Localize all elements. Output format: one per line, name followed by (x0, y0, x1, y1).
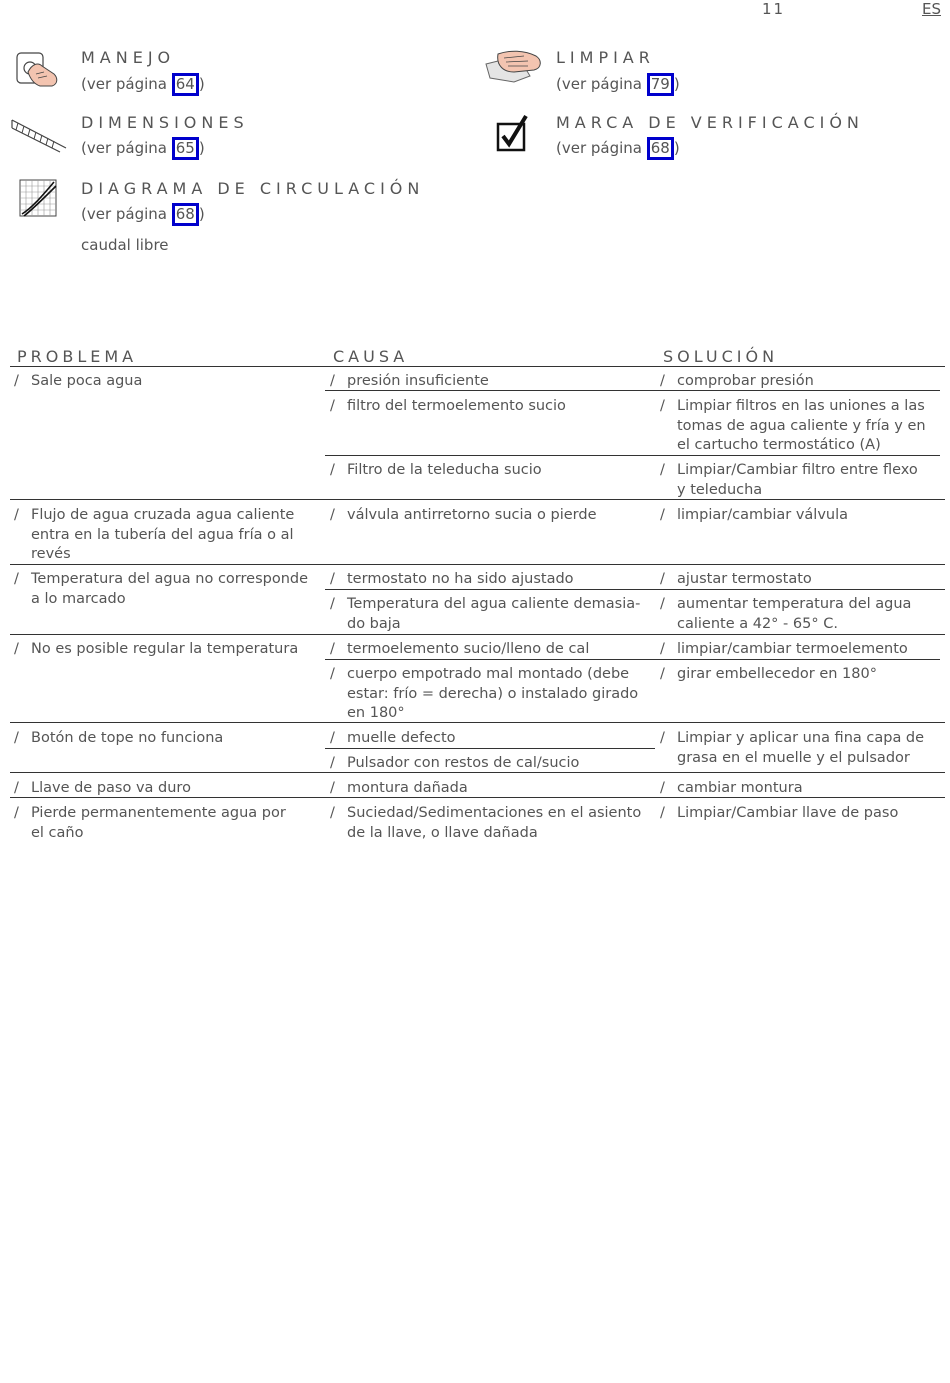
solution-cell: / aumentar temperatura del agua caliente a 42° - 65° C. (660, 596, 912, 632)
ref-sub-limpiar: (ver página 79 ) (556, 73, 680, 96)
header-solucion: SOLUCIÓN (663, 347, 779, 366)
cause-cell: / cuerpo empotrado mal montado (debe estar: frío = derecha) o instalado girado en 180° (330, 666, 639, 721)
checkbox-check-icon (496, 114, 530, 154)
problem-cell: / Pierde permanentemente agua por el caño (14, 805, 286, 841)
solution-cell: / comprobar presión (660, 373, 814, 389)
page-link-64[interactable]: 64 (172, 73, 199, 96)
ref-title-manejo: MANEJO (81, 48, 176, 67)
problem-cell: / No es posible regular la temperatura (14, 641, 299, 657)
solution-cell: / limpiar/cambiar válvula (660, 507, 848, 523)
flow-chart-grid-icon (18, 178, 58, 218)
hand-with-cloth-icon (484, 44, 546, 88)
problem-cell: / Botón de tope no funciona (14, 730, 224, 746)
cause-cell: / válvula antirretorno sucia o pierde (330, 507, 597, 523)
ref-title-marca: MARCA DE VERIFICACIÓN (556, 113, 864, 132)
solution-cell: / Limpiar filtros en las uniones a las tomas de agua caliente y fría y en el cartucho termostático (A) (660, 398, 926, 453)
cause-cell: / termostato no ha sido ajustado (330, 571, 574, 587)
page-number: 11 (762, 0, 786, 18)
solution-cell: / Limpiar/Cambiar llave de paso (660, 805, 899, 821)
page-link-68-marca[interactable]: 68 (647, 137, 674, 160)
ref-note-caudal: caudal libre (81, 236, 169, 254)
cause-cell: / Pulsador con restos de cal/sucio (330, 755, 580, 771)
solution-cell: / Limpiar y aplicar una fina capa de grasa en el muelle y el pulsador (660, 730, 925, 766)
solution-cell: / cambiar montura (660, 780, 803, 796)
ref-title-dimensiones: DIMENSIONES (81, 113, 249, 132)
ref-sub-dimensiones: (ver página 65 ) (81, 137, 205, 160)
cause-cell: / filtro del termoelemento sucio (330, 398, 566, 414)
cause-cell: / Filtro de la teleducha sucio (330, 462, 542, 478)
table-header-rule (10, 366, 945, 367)
ref-sub-manejo: (ver página 64 ) (81, 73, 205, 96)
problem-cell: / Temperatura del agua no corresponde a lo marcado (14, 571, 309, 607)
ruler-icon (10, 112, 70, 156)
page-link-68-diagrama[interactable]: 68 (172, 203, 199, 226)
solution-cell: / Limpiar/Cambiar filtro entre flexo y teleducha (660, 462, 918, 498)
problem-cell: / Sale poca agua (14, 373, 143, 389)
ref-sub-diagrama: (ver página 68 ) (81, 203, 205, 226)
cause-cell: / presión insuficiente (330, 373, 489, 389)
cause-cell: / muelle defecto (330, 730, 456, 746)
hand-pressing-button-icon (14, 48, 64, 90)
solution-cell: / limpiar/cambiar termoelemento (660, 641, 908, 657)
cause-cell: / Temperatura del agua caliente demasia- do baja (330, 596, 641, 632)
language-tab[interactable]: ES (922, 0, 941, 18)
problem-cell: / Llave de paso va duro (14, 780, 191, 796)
ref-title-limpiar: LIMPIAR (556, 48, 655, 67)
solution-cell: / ajustar termostato (660, 571, 812, 587)
header-causa: CAUSA (333, 347, 409, 366)
page-link-79[interactable]: 79 (647, 73, 674, 96)
ref-sub-marca: (ver página 68 ) (556, 137, 680, 160)
problem-cell: / Flujo de agua cruzada agua caliente entra en la tubería del agua fría o al revés (14, 507, 295, 562)
page-link-65[interactable]: 65 (172, 137, 199, 160)
ref-title-diagrama: DIAGRAMA DE CIRCULACIÓN (81, 179, 425, 198)
cause-cell: / montura dañada (330, 780, 468, 796)
cause-cell: / termoelemento sucio/lleno de cal (330, 641, 590, 657)
group-rule (10, 634, 945, 635)
header-problema: PROBLEMA (17, 347, 138, 366)
solution-cell: / girar embellecedor en 180° (660, 666, 877, 682)
cause-cell: / Suciedad/Sedimentaciones en el asiento de la llave, o llave dañada (330, 805, 642, 841)
